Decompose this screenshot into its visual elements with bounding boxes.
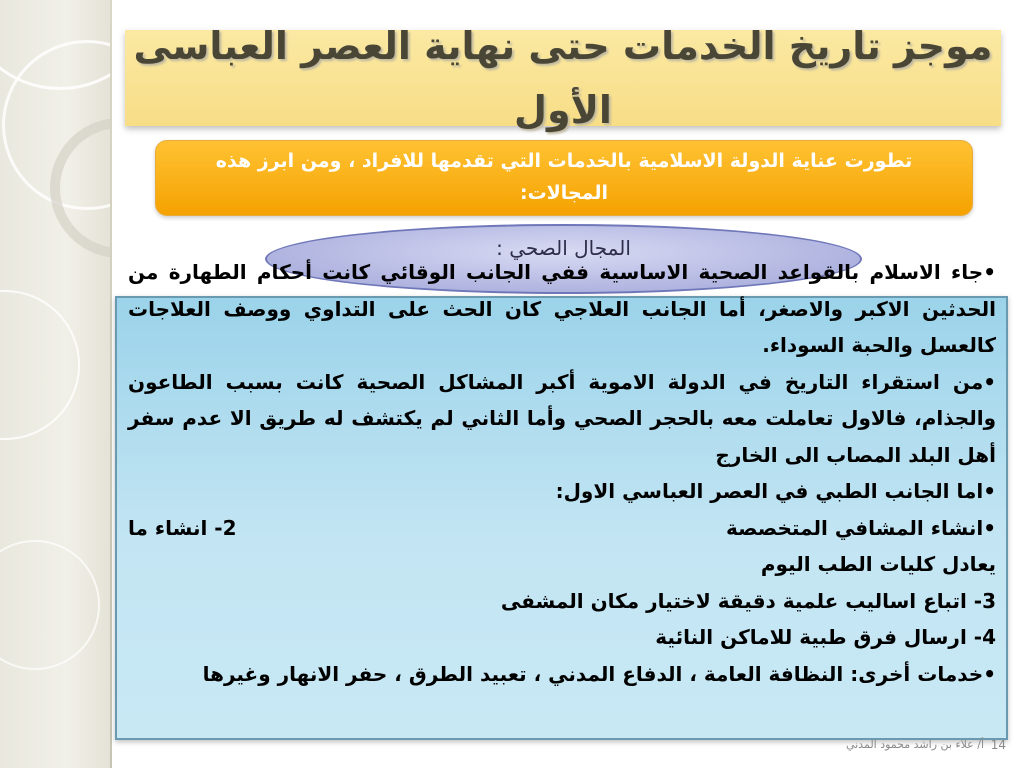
decorative-ring [0, 540, 100, 670]
list-item-1: •انشاء المشافي المتخصصة [725, 515, 996, 540]
decorative-ring [0, 290, 80, 440]
list-item-4: 4- ارسال فرق طبية للاماكن النائية [655, 625, 996, 649]
list-item-2-start: 2- انشاء ما [128, 515, 237, 540]
paragraph-other-services: •خدمات أخرى: النظافة العامة ، الدفاع المدني ، تعبيد الطرق ، حفر الانهار وغيرها [202, 661, 996, 686]
list-row-1-2 [128, 510, 996, 547]
paragraph-islam-health: •جاء الاسلام بالقواعد الصحية الاساسية ففي الجانب الوقائي كانت أحكام الطهارة من الحدثين الاكبر والاصغر، أما الجانب العلاجي كان الحث على التداوي ووصف العلاجات كالعسل والحبة السوداء. [128, 260, 996, 357]
paragraph-umayyad-health: •من استقراء التاريخ في الدولة الاموية أكبر المشاكل الصحية كانت بسبب الطاعون والجذام، فالاول تعاملت معه بالحجر الصحي وأما الثاني لم يكتشف له طريق الا عدم سفر أهل البلد المصاب الى الخارج [128, 369, 996, 467]
content-body [128, 254, 996, 692]
decorative-left-strip [0, 0, 112, 768]
page-number: 14 [990, 738, 1006, 752]
list-item-2-end: يعادل كليات الطب اليوم [760, 552, 996, 576]
intro-text: تطورت عناية الدولة الاسلامية بالخدمات التي تقدمها للافراد ، ومن ابرز هذه المجالات: [215, 150, 913, 204]
intro-box [155, 140, 973, 216]
paragraph-abbasid-heading: •اما الجانب الطبي في العصر العباسي الاول: [555, 479, 996, 503]
strip-edge [110, 0, 112, 768]
footer-author: أ/ علاء بن راشد محمود المدني [845, 738, 984, 751]
list-item-3: 3- اتباع اساليب علمية دقيقة لاختيار مكان المشفى [500, 588, 996, 613]
section-oval-label: المجال الصحي : [496, 236, 631, 260]
slide-title: موجز تاريخ الخدمات حتى نهاية العصر العباسى الأول [133, 24, 993, 132]
